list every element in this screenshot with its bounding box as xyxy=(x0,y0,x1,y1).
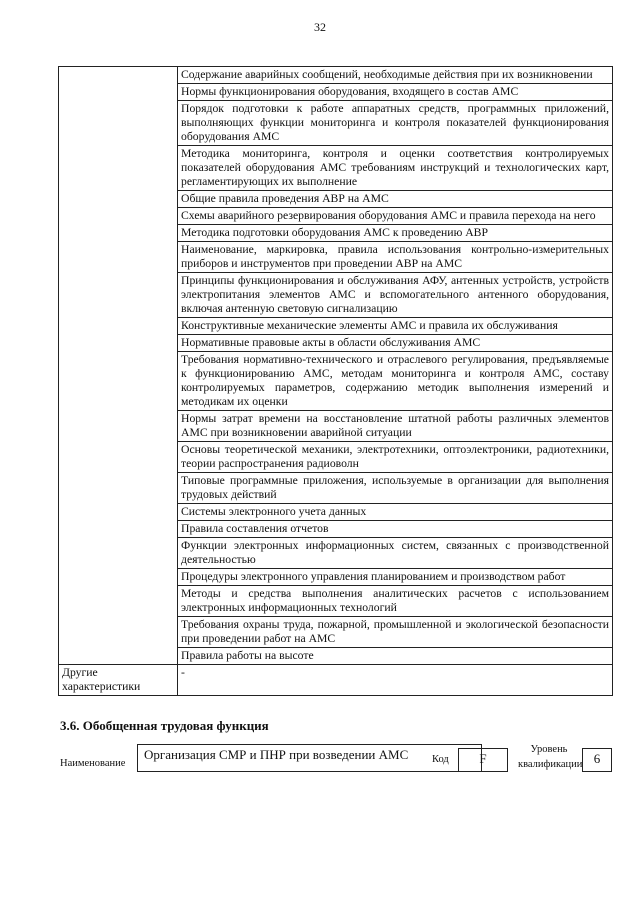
requirement-item: Основы теоретической механики, электротехники, оптоэлектроники, радиотехники, теории распространения радиоволн xyxy=(178,442,613,473)
other-characteristics-label: Другие характеристики xyxy=(59,665,178,696)
code-field: F xyxy=(458,748,508,772)
requirement-item: Требования нормативно-технического и отраслевого регулирования, предъявляемые к функционированию АМС, методам мониторинга и контроля АМС, составу контролируемых параметров, содержанию методик выполнения измерений и методикам их оценки xyxy=(178,352,613,411)
level-field: 6 xyxy=(582,748,612,772)
requirement-row xyxy=(59,67,613,84)
function-header-row xyxy=(60,744,620,784)
requirement-item: Системы электронного учета данных xyxy=(178,504,613,521)
requirement-item: Функции электронных информационных систем, связанных с производственной деятельностью xyxy=(178,538,613,569)
requirement-item: Правила работы на высоте xyxy=(178,648,613,665)
requirement-item: Процедуры электронного управления планированием и производством работ xyxy=(178,569,613,586)
requirement-item: Методы и средства выполнения аналитических расчетов с использованием электронных информационных технологий xyxy=(178,586,613,617)
requirement-item: Наименование, маркировка, правила использования контрольно-измерительных приборов и инструментов при проведении АВР на АМС xyxy=(178,242,613,273)
page-number: 32 xyxy=(314,20,326,34)
requirement-item: Конструктивные механические элементы АМС и правила их обслуживания xyxy=(178,318,613,335)
name-label: Наименование xyxy=(60,758,126,769)
code-label: Код xyxy=(432,754,449,765)
requirement-item: Содержание аварийных сообщений, необходимые действия при их возникновении xyxy=(178,67,613,84)
requirement-item: Порядок подготовки к работе аппаратных средств, программных приложений, выполняющих функции мониторинга и контроля показателей функционирования оборудования АМС xyxy=(178,101,613,146)
requirement-item: Нормативные правовые акты в области обслуживания АМС xyxy=(178,335,613,352)
other-characteristics-row xyxy=(59,665,613,696)
requirement-item: Методика мониторинга, контроля и оценки соответствия контролируемых показателей оборудования АМС требованиям инструкций и технологических карт, регламентирующих их выполнение xyxy=(178,146,613,191)
requirement-item: Нормы затрат времени на восстановление штатной работы различных элементов АМС при возникновении аварийной ситуации xyxy=(178,411,613,442)
requirement-item: Правила составления отчетов xyxy=(178,521,613,538)
requirements-table xyxy=(58,66,613,696)
requirement-item: Требования охраны труда, пожарной, промышленной и экологической безопасности при проведении работ на АМС xyxy=(178,617,613,648)
level-label: Уровень квалификации xyxy=(518,744,583,770)
section-title: 3.6. Обобщенная трудовая функция xyxy=(60,718,269,733)
requirement-item: Методика подготовки оборудования АМС к проведению АВР xyxy=(178,225,613,242)
other-characteristics-value: - xyxy=(178,665,613,696)
requirement-item: Нормы функционирования оборудования, входящего в состав АМС xyxy=(178,84,613,101)
requirement-item: Принципы функционирования и обслуживания АФУ, антенных устройств, устройств электропитания элементов АМС и вспомогательного антенного оборудования, включая антенную световую сигнализацию xyxy=(178,273,613,318)
requirement-item: Схемы аварийного резервирования оборудования АМС и правила перехода на него xyxy=(178,208,613,225)
category-cell xyxy=(59,67,178,665)
function-name-field: Организация СМР и ПНР при возведении АМС xyxy=(137,744,482,772)
requirement-item: Общие правила проведения АВР на АМС xyxy=(178,191,613,208)
requirement-item: Типовые программные приложения, используемые в организации для выполнения трудовых действий xyxy=(178,473,613,504)
